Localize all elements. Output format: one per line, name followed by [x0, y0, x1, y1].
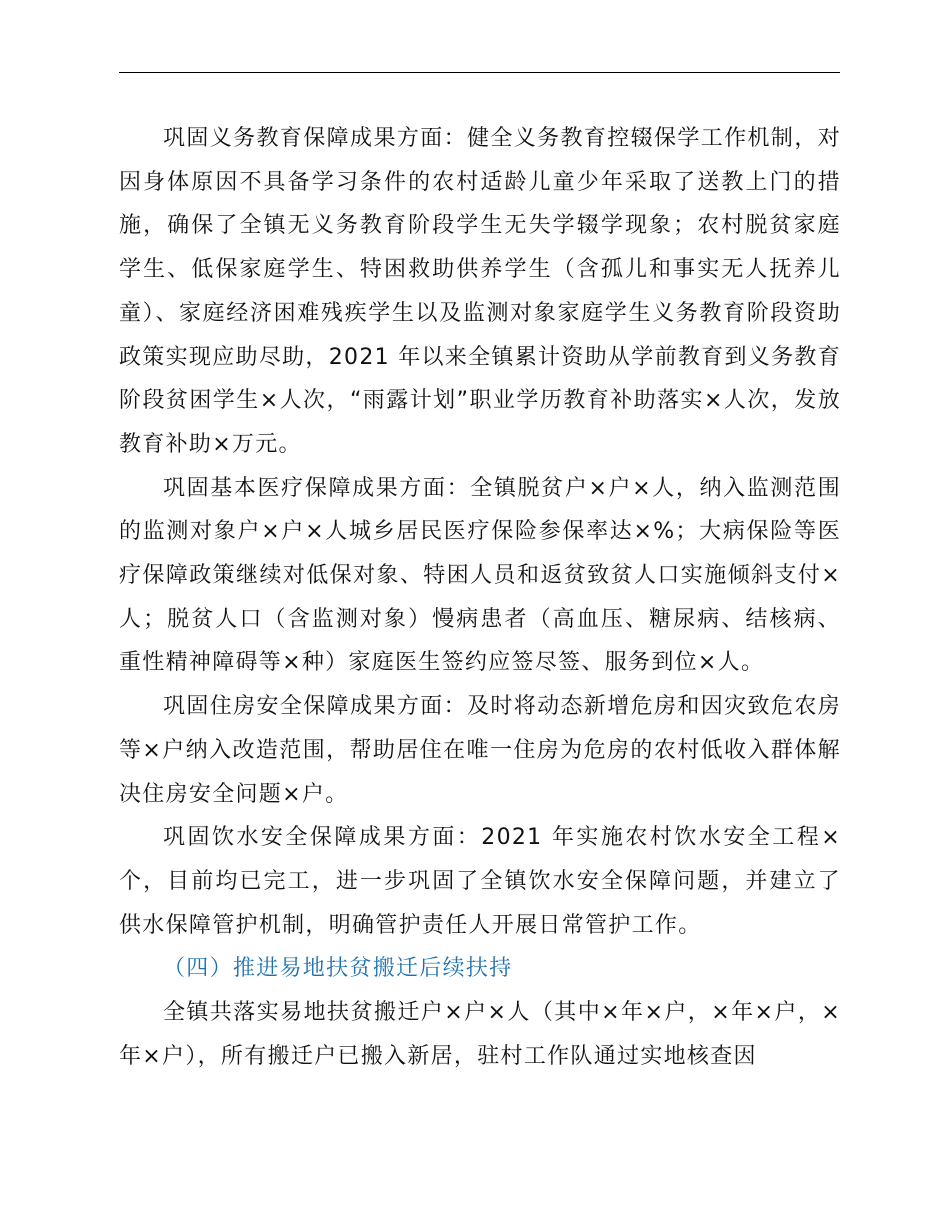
paragraph-water: 巩固饮水安全保障成果方面：2021 年实施农村饮水安全工程×个，目前均已完工，进一步巩固了全镇饮水安全保障问题，并建立了供水保障管护机制，明确管护责任人开展日常管护工作。: [119, 825, 841, 938]
header-rule: [119, 72, 840, 73]
paragraph-education: 巩固义务教育保障成果方面：健全义务教育控辍保学工作机制，对因身体原因不具备学习条件的农村适龄儿童少年采取了送教上门的措施，确保了全镇无义务教育阶段学生无失学辍学现象；农村脱贫家庭学生、低保家庭学生、特困救助供养学生（含孤儿和事实无人抚养儿童）、家庭经济困难残疾学生以及监测对象家庭学生义务教育阶段资助政策实现应助尽助，2021 年以来全镇累计资助从学前教育到义务教育阶段贫困学生×人次，“雨露计划”职业学历教育补助落实×人次，发放教育补助×万元。: [119, 126, 841, 457]
document-body: [119, 117, 841, 1078]
paragraph-housing: 巩固住房安全保障成果方面：及时将动态新增危房和因灾致危农房等×户纳入改造范围，帮助居住在唯一住房为危房的农村低收入群体解决住房安全问题×户。: [119, 694, 841, 807]
paragraph-relocation: 全镇共落实易地扶贫搬迁户×户×人（其中×年×户，×年×户，×年×户），所有搬迁户已搬入新居，驻村工作队通过实地核查因: [119, 1000, 841, 1069]
section-heading-relocation: （四）推进易地扶贫搬迁后续扶持: [163, 956, 513, 982]
paragraph-medical: 巩固基本医疗保障成果方面：全镇脱贫户×户×人，纳入监测范围的监测对象户×户×人城乡居民医疗保险参保率达×%；大病保险等医疗保障政策继续对低保对象、特困人员和返贫致贫人口实施倾斜支付×人；脱贫人口（含监测对象）慢病患者（高血压、糖尿病、结核病、重性精神障碍等×种）家庭医生签约应签尽签、服务到位×人。: [119, 475, 841, 676]
